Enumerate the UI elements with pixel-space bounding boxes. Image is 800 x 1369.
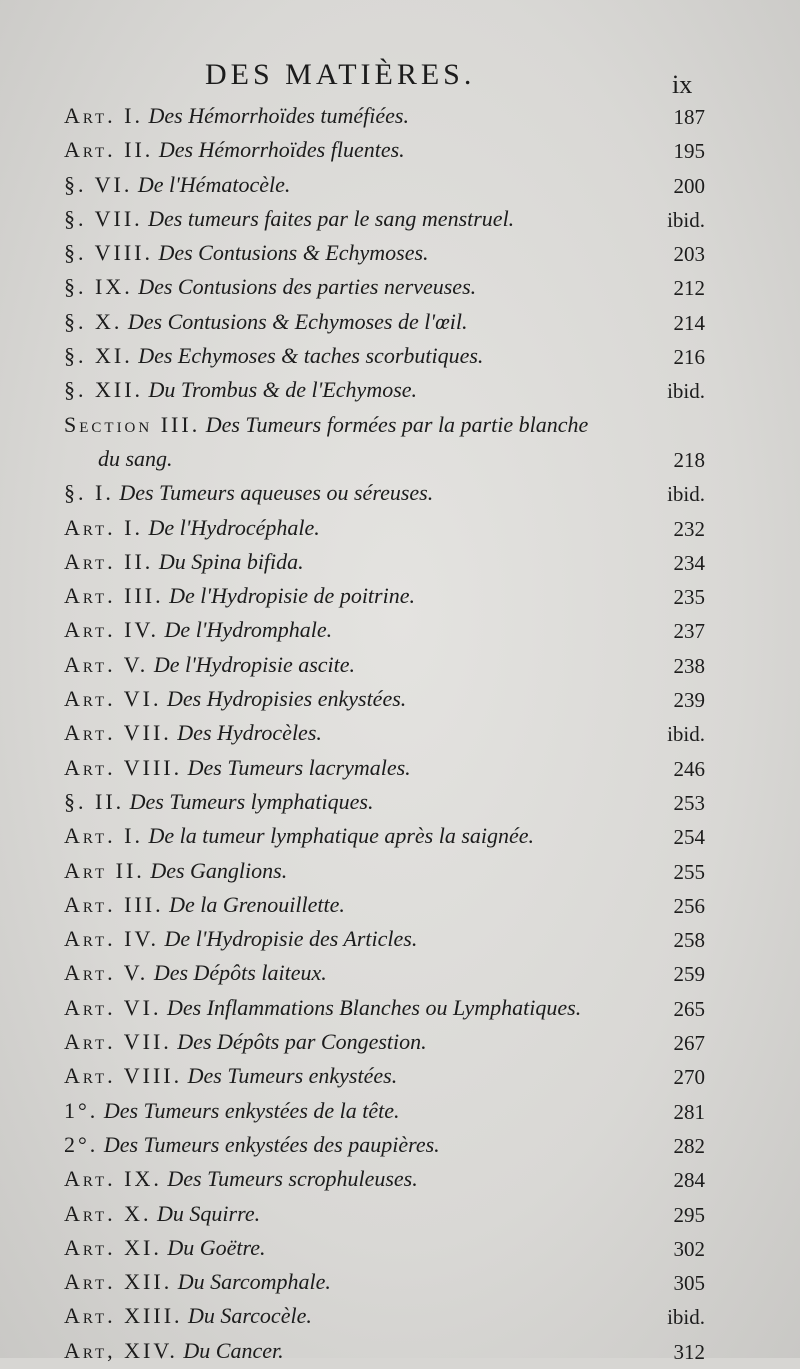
toc-entry-title: Des Tumeurs scrophuleuses. [167, 1166, 418, 1192]
toc-entry [0, 683, 800, 717]
toc-entry [0, 1163, 800, 1197]
toc-entry-page: 212 [673, 276, 705, 301]
toc-entry-page: 237 [673, 619, 705, 644]
toc-entry [0, 306, 800, 340]
toc-entry [0, 100, 800, 134]
toc-entry-title: Des Echymoses & taches scorbutiques. [138, 343, 484, 369]
toc-entry-title: Des Tumeurs aqueuses ou séreuses. [119, 480, 434, 506]
toc-entry-label: Art. VII. [64, 720, 172, 746]
toc-entry [0, 1266, 800, 1300]
toc-entry-title: De l'Hématocèle. [137, 171, 291, 197]
toc-entry-title: Des Inflammations Blanches ou Lymphatiques. [166, 994, 582, 1020]
toc-entry-label: Art. XII. [64, 1269, 173, 1295]
toc-entry-label: Art, XIV. [64, 1337, 178, 1363]
toc-entry-title: Du Cancer. [183, 1337, 284, 1363]
toc-entry-text [64, 103, 409, 129]
toc-entry-label: Art. X. [64, 1200, 152, 1226]
toc-entry [0, 1026, 800, 1060]
toc-entry-label: Art. VI. [64, 686, 162, 712]
toc-entry-label: §. VII. [64, 205, 143, 231]
toc-entry-text [64, 960, 327, 986]
toc-entry [0, 374, 800, 408]
toc-entry-label: Art. III. [64, 891, 164, 917]
toc-entry [0, 340, 800, 374]
toc-entry-title: Des Contusions des parties nerveuses. [138, 274, 477, 300]
toc-entry-label: Art. XIII. [64, 1303, 183, 1329]
toc-entry-label: Art. II. [64, 137, 154, 163]
toc-entry-text [64, 412, 588, 438]
toc-entry-text [64, 343, 483, 369]
toc-entry-label: §. XI. [64, 343, 133, 369]
toc-entry-text [64, 858, 287, 884]
toc-entry-label: Art. V. [64, 651, 149, 677]
toc-entry-title: De l'Hydropisie des Articles. [164, 926, 418, 952]
toc-entry-text [64, 1132, 440, 1158]
toc-entry-text [64, 652, 355, 678]
toc-entry-title: Des Hydropisies enkystées. [166, 686, 407, 712]
toc-entry [0, 614, 800, 648]
toc-entry [0, 1335, 800, 1369]
toc-entry-label: Art. VII. [64, 1029, 172, 1055]
toc-entry-page: 256 [673, 893, 705, 918]
toc-entry-label: Art. V. [64, 960, 149, 986]
toc-entry-page: ibid. [667, 1305, 705, 1330]
toc-entry [0, 237, 800, 271]
toc-entry [0, 477, 800, 511]
toc-entry-label: Art. IV. [64, 617, 160, 643]
toc-entry-page: 253 [673, 790, 705, 815]
toc-entry-title: De l'Hydropisie de poitrine. [169, 583, 415, 609]
toc-entry-title: Des Tumeurs formées par la partie blanche [205, 411, 589, 437]
toc-entry-label: Art. I. [64, 823, 143, 849]
toc-entry-page: 195 [673, 139, 705, 164]
toc-entry-page: 295 [673, 1202, 705, 1227]
toc-entry-label: §. IX. [64, 274, 133, 300]
toc-entry-title: Des Hémorrhoïdes fluentes. [158, 137, 405, 163]
toc-entry-text [64, 1201, 260, 1227]
toc-entry [0, 889, 800, 923]
toc-entry-text [64, 755, 411, 781]
page-number: ix [672, 70, 693, 99]
toc-entry-text [64, 1338, 284, 1364]
toc-entry-label: 1°. [64, 1097, 99, 1123]
toc-entry-page: 305 [673, 1271, 705, 1296]
toc-entry-title: Du Spina bifida. [158, 548, 304, 574]
toc-entry-label: Art II. [64, 857, 145, 883]
toc-entry-page: 200 [673, 173, 705, 198]
toc-entry-page: 216 [673, 345, 705, 370]
toc-entry [0, 786, 800, 820]
toc-entry [0, 923, 800, 957]
toc-entry [0, 169, 800, 203]
toc-entry [0, 1129, 800, 1163]
toc-entry-page: 255 [673, 859, 705, 884]
toc-entry-title: Des Tumeurs enkystées de la tête. [103, 1097, 400, 1123]
toc-entry-page: 203 [673, 242, 705, 267]
toc-entry-text [64, 515, 320, 541]
toc-entry [0, 271, 800, 305]
toc-entry-label: Section III. [64, 411, 201, 437]
toc-entry-page: 282 [673, 1133, 705, 1158]
toc-entry [0, 820, 800, 854]
toc-entry [0, 409, 800, 443]
toc-entry-title: Des Tumeurs lacrymales. [187, 754, 411, 780]
toc-entry-title: Des Contusions & Echymoses de l'œil. [127, 308, 468, 334]
toc-entry-page: ibid. [667, 207, 705, 232]
toc-entry-title: Des Dépôts laiteux. [153, 960, 327, 986]
toc-entry-text [64, 309, 467, 335]
toc-entry-title: Du Sarcocèle. [188, 1303, 312, 1329]
toc-entry-text [64, 720, 322, 746]
toc-entry-label: Art. IV. [64, 926, 160, 952]
table-of-contents [0, 100, 800, 1369]
toc-entry-page: 281 [673, 1099, 705, 1124]
toc-entry-label: Art. I. [64, 103, 143, 128]
toc-entry-title: Des Tumeurs lymphatiques. [129, 788, 374, 814]
toc-entry [0, 855, 800, 889]
toc-entry [0, 1095, 800, 1129]
toc-entry-text [64, 549, 304, 575]
toc-entry [0, 1300, 800, 1334]
toc-entry-label: Art. II. [64, 548, 154, 574]
toc-entry-label: Art. III. [64, 583, 164, 609]
toc-entry-title: Des Dépôts par Congestion. [177, 1029, 427, 1055]
toc-entry-text [64, 377, 417, 403]
toc-entry [0, 992, 800, 1026]
toc-entry [0, 443, 800, 477]
toc-entry-text [64, 995, 581, 1021]
toc-entry-label: §. VIII. [64, 240, 153, 266]
toc-entry-page: 187 [673, 105, 705, 129]
toc-entry-text [64, 1098, 400, 1124]
toc-entry [0, 512, 800, 546]
toc-entry-text [64, 240, 429, 266]
toc-entry-page: 238 [673, 653, 705, 678]
toc-entry-title: Des tumeurs faites par le sang menstruel. [148, 205, 515, 231]
toc-entry-title: De la tumeur lymphatique après la saignée. [148, 823, 535, 849]
toc-entry [0, 752, 800, 786]
toc-entry-text [64, 617, 332, 643]
toc-entry-title: De l'Hydromphale. [164, 617, 333, 643]
toc-entry [0, 1198, 800, 1232]
toc-entry-page: 232 [673, 516, 705, 541]
toc-entry-text [64, 137, 405, 163]
toc-entry-text [64, 480, 433, 506]
toc-entry-label: §. VI. [64, 171, 133, 197]
toc-entry-text [64, 823, 534, 849]
toc-entry-label: Art. VIII. [64, 1063, 183, 1089]
toc-entry-page: 265 [673, 996, 705, 1021]
toc-entry-page: 312 [673, 1339, 705, 1364]
toc-entry-page: 284 [673, 1168, 705, 1193]
toc-entry [0, 1232, 800, 1266]
toc-entry-title: Des Tumeurs enkystées. [187, 1063, 398, 1089]
page-header [0, 58, 800, 102]
toc-entry-page: 254 [673, 825, 705, 850]
toc-entry-text [64, 1269, 331, 1295]
toc-entry-page: 246 [673, 756, 705, 781]
toc-entry [0, 717, 800, 751]
toc-entry-title: De l'Hydropisie ascite. [153, 651, 356, 677]
toc-entry [0, 649, 800, 683]
toc-entry-title: Des Contusions & Echymoses. [158, 240, 429, 266]
toc-entry [0, 580, 800, 614]
toc-entry-label: Art. VI. [64, 994, 162, 1020]
toc-entry-text [64, 206, 514, 232]
toc-entry-text [64, 1235, 266, 1261]
toc-entry-label: Art. I. [64, 514, 143, 540]
toc-entry-title: De la Grenouillette. [169, 891, 345, 917]
toc-entry [0, 1060, 800, 1094]
toc-entry-title: Du Goëtre. [167, 1234, 266, 1260]
toc-entry-text [98, 446, 173, 472]
toc-entry-title: du sang. [98, 445, 173, 471]
toc-entry-title: Des Hémorrhoïdes tuméfiées. [148, 103, 409, 128]
toc-entry-text [64, 892, 345, 918]
toc-entry-label: Art. XI. [64, 1234, 162, 1260]
toc-entry [0, 203, 800, 237]
toc-entry-page: ibid. [667, 722, 705, 747]
toc-entry-title: Du Squirre. [157, 1200, 261, 1226]
toc-entry-page: 270 [673, 1065, 705, 1090]
toc-entry-text [64, 686, 406, 712]
toc-entry-text [64, 583, 415, 609]
toc-entry-text [64, 1166, 418, 1192]
toc-entry-label: §. I. [64, 480, 114, 506]
toc-entry [0, 957, 800, 991]
toc-entry-label: §. X. [64, 308, 123, 334]
toc-entry-title: De l'Hydrocéphale. [148, 514, 320, 540]
toc-entry-page: 259 [673, 962, 705, 987]
toc-entry-page: 258 [673, 928, 705, 953]
toc-entry-title: Du Sarcomphale. [177, 1269, 331, 1295]
running-title: DES MATIÈRES. [205, 58, 476, 91]
toc-entry-page: 267 [673, 1031, 705, 1056]
toc-entry-title: Des Hydrocèles. [177, 720, 322, 746]
toc-entry-text [64, 789, 373, 815]
toc-entry-text [64, 1029, 427, 1055]
toc-entry-title: Des Ganglions. [150, 857, 288, 883]
toc-entry-text [64, 274, 476, 300]
toc-entry-title: Des Tumeurs enkystées des paupières. [103, 1131, 440, 1157]
toc-entry-title: Du Trombus & de l'Echymose. [148, 377, 418, 403]
toc-entry-page: 218 [673, 447, 705, 472]
toc-entry-text [64, 926, 417, 952]
toc-entry-page: 302 [673, 1236, 705, 1261]
toc-entry-label: 2°. [64, 1131, 99, 1157]
toc-entry-text [64, 172, 290, 198]
toc-entry-label: §. II. [64, 788, 125, 814]
toc-entry-label: §. XII. [64, 377, 144, 403]
toc-entry-page: 235 [673, 585, 705, 610]
toc-entry-page: 234 [673, 550, 705, 575]
toc-entry-page: ibid. [667, 482, 705, 507]
toc-entry-text [64, 1063, 397, 1089]
toc-entry-page: ibid. [667, 379, 705, 404]
toc-entry-page: 239 [673, 688, 705, 713]
toc-entry [0, 134, 800, 168]
toc-entry-label: Art. IX. [64, 1166, 162, 1192]
toc-entry-text [64, 1303, 312, 1329]
toc-entry [0, 546, 800, 580]
toc-entry-label: Art. VIII. [64, 754, 183, 780]
toc-entry-page: 214 [673, 310, 705, 335]
